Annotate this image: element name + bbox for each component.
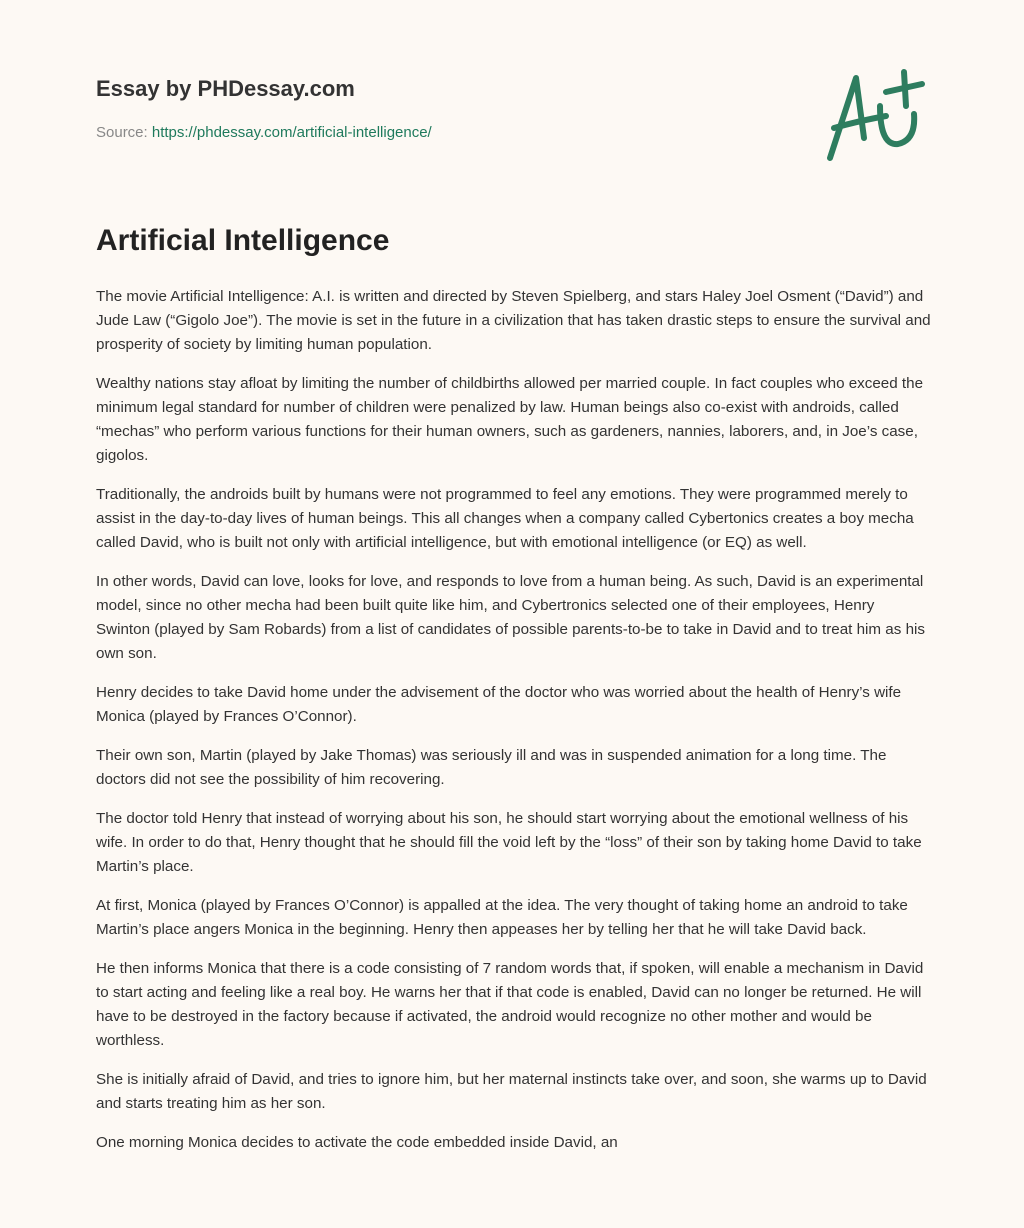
a-plus-logo-icon	[818, 66, 928, 166]
source-line	[96, 124, 432, 141]
essay-body	[96, 285, 932, 1170]
essay-title: Artificial Intelligence	[96, 224, 390, 257]
site-brand: Essay by PHDessay.com	[96, 76, 355, 101]
paragraph: He then informs Monica that there is a code consisting of 7 random words that, if spoken, will enable a mechanism in David to start acting and feeling like a real boy. He warns her that if that code is enabled, David can no longer be returned. He will have to be destroyed in the factory because if activated, the android would recognize no other mother and would be worthless.	[96, 960, 924, 1049]
paragraph: At first, Monica (played by Frances O’Connor) is appalled at the idea. The very thought of taking home an android to take Martin’s place angers Monica in the beginning. Henry then appeases her by telling her that he will take David back.	[96, 897, 908, 938]
source-label: Source:	[96, 124, 148, 141]
paragraph: The doctor told Henry that instead of worrying about his son, he should start worrying about the emotional wellness of his wife. In order to do that, Henry thought that he should fill the void left by the “loss” of their son by taking home David to take Martin’s place.	[96, 810, 922, 875]
paragraph: In other words, David can love, looks for love, and responds to love from a human being. As such, David is an experimental model, since no other mecha had been built quite like him, and Cybertronics selected one of their employees, Henry Swinton (played by Sam Robards) from a list of candidates of possible parents-to-be to take in David and to treat him as his own son.	[96, 573, 925, 662]
paragraph: The movie Artificial Intelligence: A.I. is written and directed by Steven Spielberg, and stars Haley Joel Osment (“David”) and Jude Law (“Gigolo Joe”). The movie is set in the future in a civilization that has taken drastic steps to ensure the survival and prosperity of society by limiting human population.	[96, 288, 931, 353]
paragraph: Traditionally, the androids built by humans were not programmed to feel any emotions. They were programmed merely to assist in the day-to-day lives of human beings. This all changes when a company called Cybertonics creates a boy mecha called David, who is built not only with artificial intelligence, but with emotional intelligence (or EQ) as well.	[96, 486, 914, 551]
paragraph: Wealthy nations stay afloat by limiting the number of childbirths allowed per married couple. In fact couples who exceed the minimum legal standard for number of children were penalized by law. Human beings also co-exist with androids, called “mechas” who perform various functions for their human owners, such as gardeners, nannies, laborers, and, in Joe’s case, gigolos.	[96, 375, 924, 464]
paragraph: Henry decides to take David home under the advisement of the doctor who was worried about the health of Henry’s wife Monica (played by Frances O’Connor).	[96, 684, 902, 725]
paragraph: One morning Monica decides to activate the code embedded inside David, an	[96, 1134, 618, 1151]
source-link[interactable]: https://phdessay.com/artificial-intelligence/	[151, 124, 432, 141]
paragraph: Their own son, Martin (played by Jake Thomas) was seriously ill and was in suspended animation for a long time. The doctors did not see the possibility of him recovering.	[96, 747, 887, 788]
paragraph: She is initially afraid of David, and tries to ignore him, but her maternal instincts take over, and soon, she warms up to David and starts treating him as her son.	[96, 1071, 927, 1112]
